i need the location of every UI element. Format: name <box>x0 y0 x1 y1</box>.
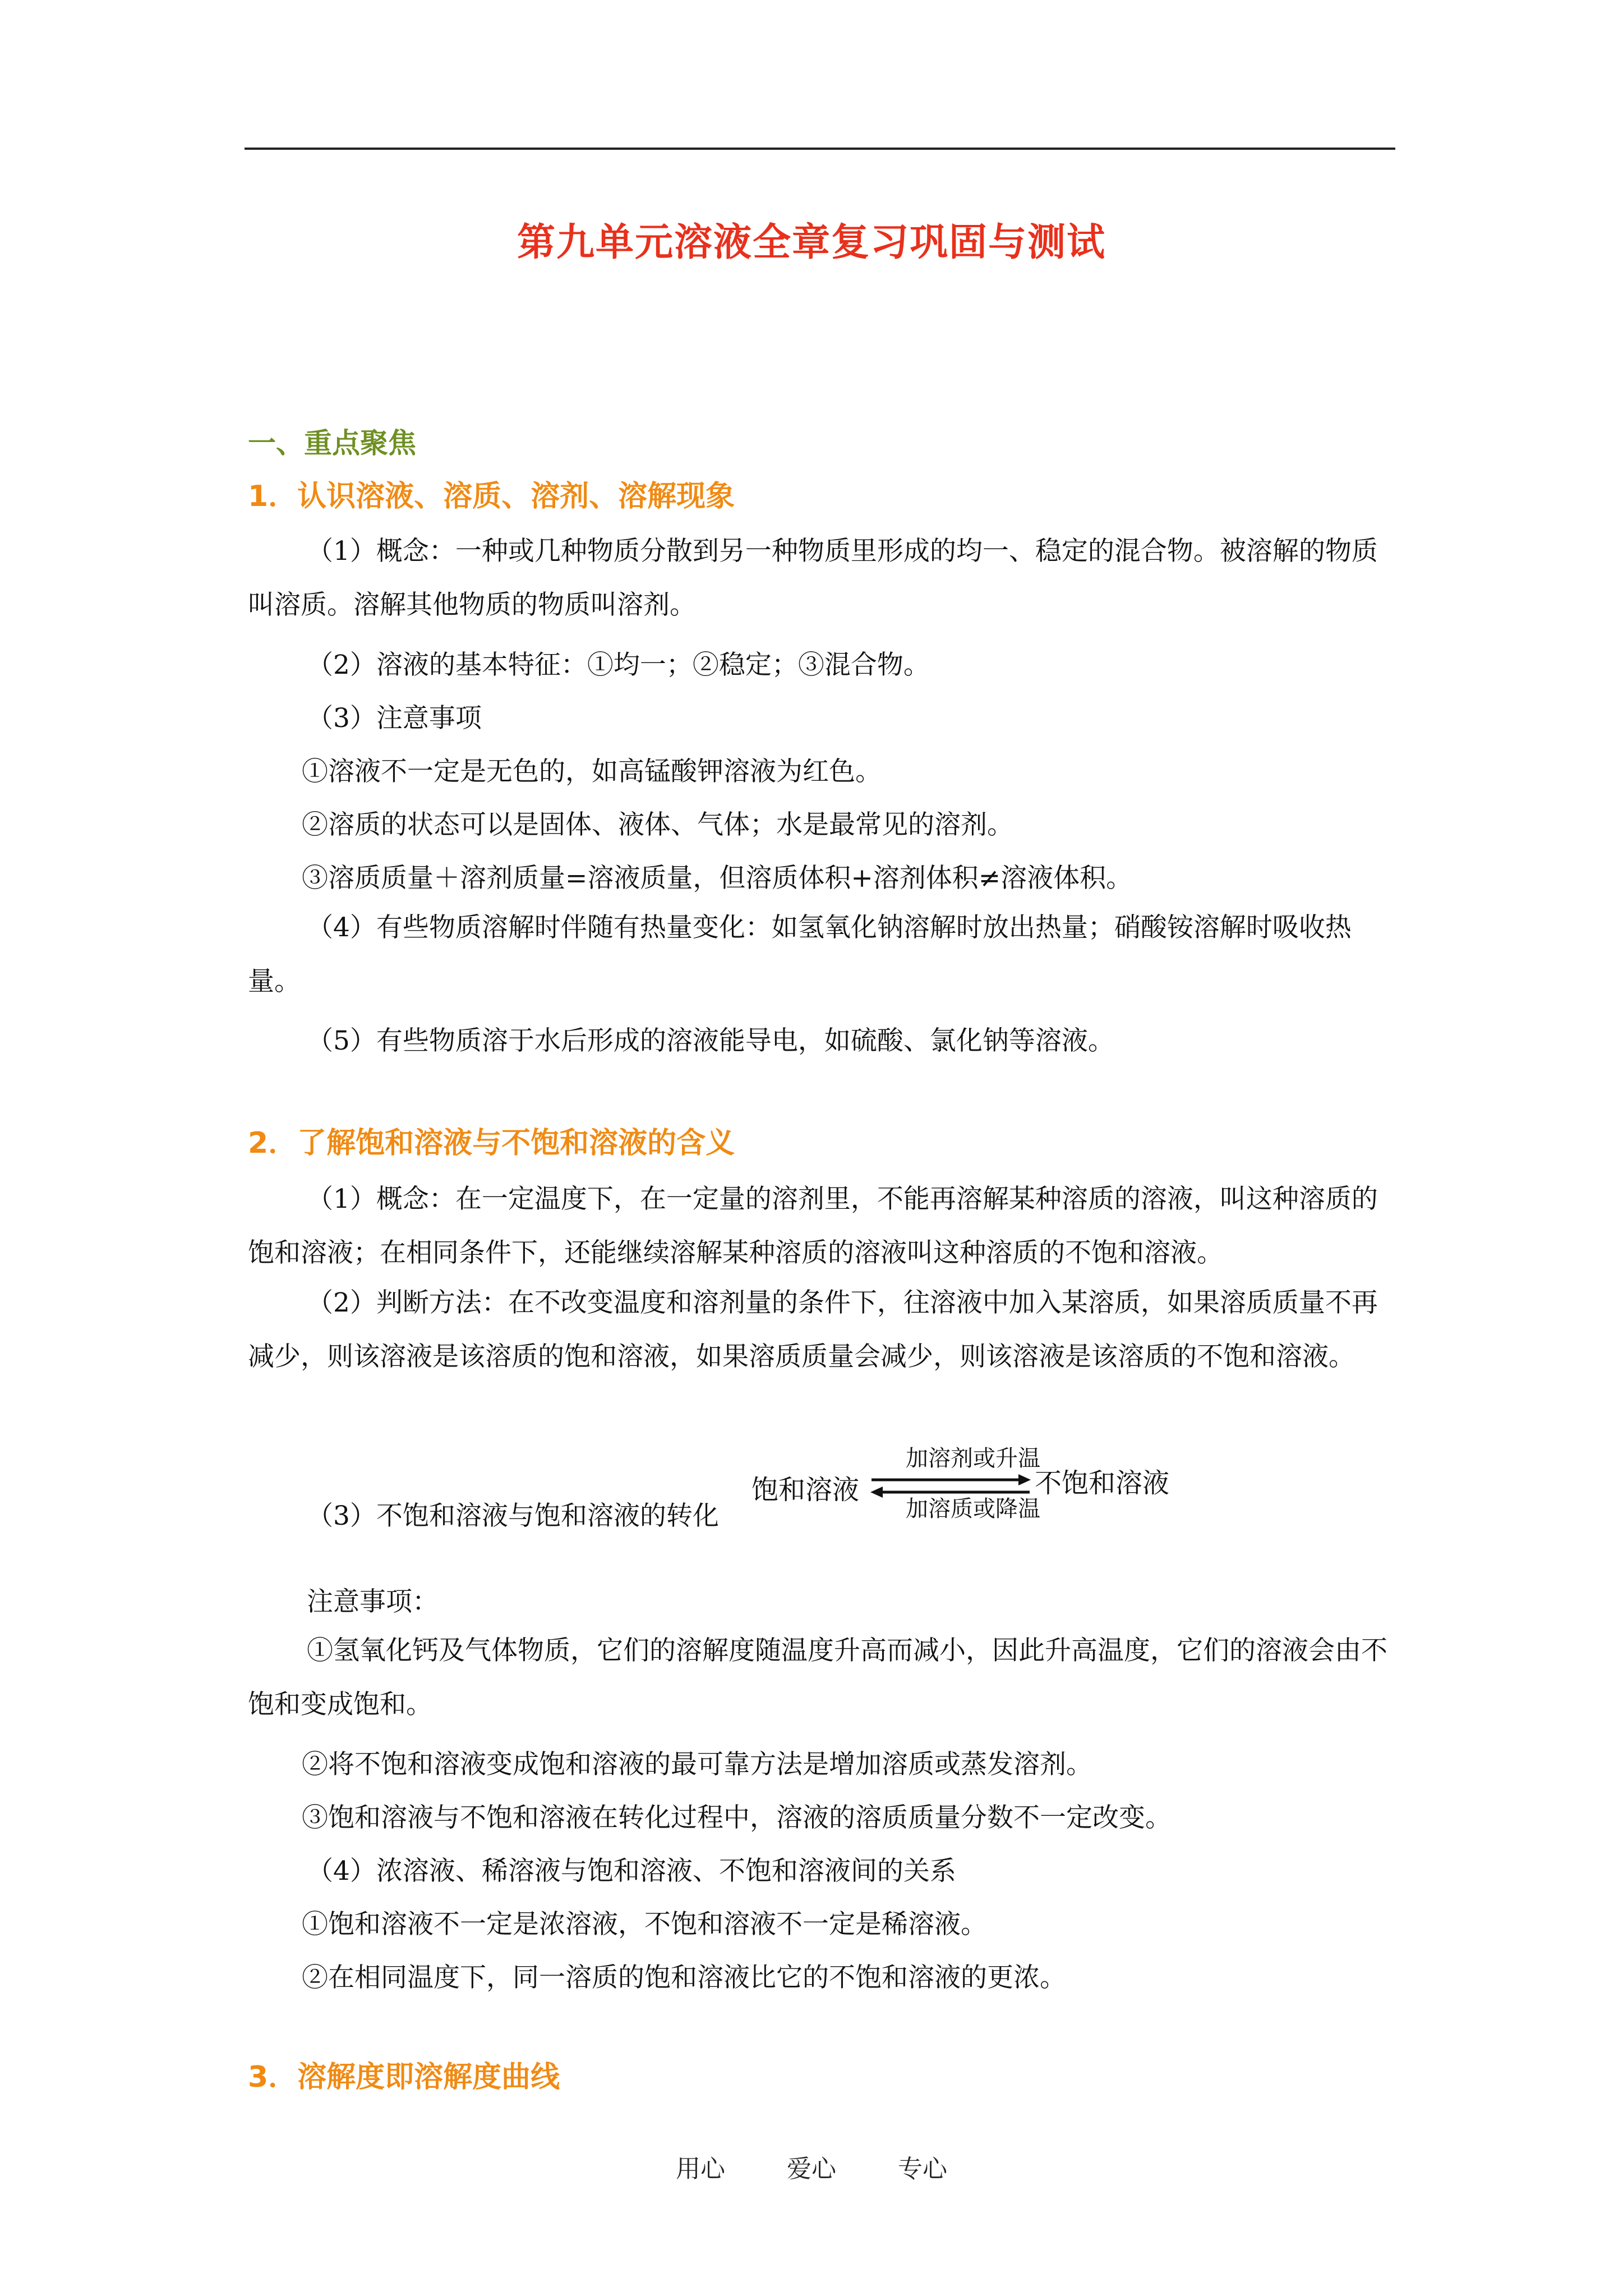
diagram-saturated: 饱和溶液 <box>751 1474 860 1506</box>
topic2-conversion-label: （3）不饱和溶液与饱和溶液的转化 <box>307 1501 719 1531</box>
conversion-diagram <box>751 1442 1256 1531</box>
topic2-notes-label: 注意事项： <box>307 1586 439 1617</box>
topic2-note-3: ③饱和溶液与不饱和溶液在转化过程中，溶液的溶质质量分数不一定改变。 <box>302 1802 1172 1833</box>
diagram-unsaturated: 不饱和溶液 <box>1035 1467 1170 1499</box>
topic1-note-2: ②溶质的状态可以是固体、液体、气体；水是最常见的溶剂。 <box>302 809 1013 840</box>
diagram-top-condition: 加溶剂或升温 <box>906 1446 1040 1471</box>
topic1-note-1: ①溶液不一定是无色的，如高锰酸钾溶液为红色。 <box>302 756 882 787</box>
topic1-notes-label: （3）注意事项 <box>307 703 482 734</box>
topic1-concept <box>248 524 1398 632</box>
topic2-relation: （4）浓溶液、稀溶液与饱和溶液、不饱和溶液间的关系 <box>307 1856 956 1887</box>
footer-text-1: 用心 <box>676 2155 725 2183</box>
topic1-concept-text: （1）概念：一种或几种物质分散到另一种物质里形成的均一、稳定的混合物。被溶解的物质叫溶质。溶解其他物质的物质叫溶剂。 <box>248 536 1378 620</box>
diagram-bottom-condition: 加溶质或降温 <box>906 1496 1040 1522</box>
page-title: 第九单元溶液全章复习巩固与测试 <box>517 220 1106 265</box>
topic1-heat-text: （4）有些物质溶解时伴随有热量变化：如氢氧化钠溶解时放出热量；硝酸铵溶解时吸收热量。 <box>248 912 1352 997</box>
topic2-relation-1: ①饱和溶液不一定是浓溶液，不饱和溶液不一定是稀溶液。 <box>302 1909 987 1940</box>
arrow-left-head <box>870 1487 883 1498</box>
topic2-method <box>248 1276 1398 1384</box>
topic1-conductivity: （5）有些物质溶于水后形成的溶液能导电，如硫酸、氯化钠等溶液。 <box>307 1025 1114 1056</box>
topic2-relation-2: ②在相同温度下，同一溶质的饱和溶液比它的不饱和溶液的更浓。 <box>302 1962 1066 1993</box>
topic1-heat <box>248 901 1398 1009</box>
section-heading: 一、重点聚焦 <box>248 427 416 459</box>
topic1-features: （2）溶液的基本特征：①均一；②稳定；③混合物。 <box>307 650 930 680</box>
topic2-concept <box>248 1172 1398 1280</box>
arrow-right-head <box>1018 1474 1031 1485</box>
topic2-note-1 <box>248 1624 1398 1732</box>
diagram-arrows <box>869 1470 1032 1503</box>
header-rule <box>245 148 1395 150</box>
topic2-concept-text: （1）概念：在一定温度下，在一定量的溶剂里，不能再溶解某种溶质的溶液，叫这种溶质的饱和溶液；在相同条件下，还能继续溶解某种溶质的溶液叫这种溶质的不饱和溶液。 <box>248 1184 1378 1268</box>
topic2-heading: 2．了解饱和溶液与不饱和溶液的含义 <box>248 1126 735 1160</box>
topic1-heading: 1．认识溶液、溶质、溶剂、溶解现象 <box>248 480 735 513</box>
footer-text-3: 专心 <box>898 2155 947 2183</box>
topic2-note-2: ②将不饱和溶液变成饱和溶液的最可靠方法是增加溶质或蒸发溶剂。 <box>302 1749 1092 1780</box>
page-footer <box>0 2148 1623 2184</box>
topic2-method-text: （2）判断方法：在不改变温度和溶剂量的条件下，往溶液中加入某溶质，如果溶质质量不再减少，则该溶液是该溶质的饱和溶液，如果溶质质量会减少，则该溶液是该溶质的不饱和溶液。 <box>248 1287 1378 1372</box>
topic2-note-1-text: ①氢氧化钙及气体物质，它们的溶解度随温度升高而减小，因此升高温度，它们的溶液会由不饱和变成饱和。 <box>248 1635 1387 1720</box>
topic1-note-3: ③溶质质量＋溶剂质量=溶液质量，但溶质体积+溶剂体积≠溶液体积。 <box>302 863 1133 894</box>
footer-text-2: 爱心 <box>787 2155 836 2183</box>
topic3-heading: 3．溶解度即溶解度曲线 <box>248 2060 560 2094</box>
